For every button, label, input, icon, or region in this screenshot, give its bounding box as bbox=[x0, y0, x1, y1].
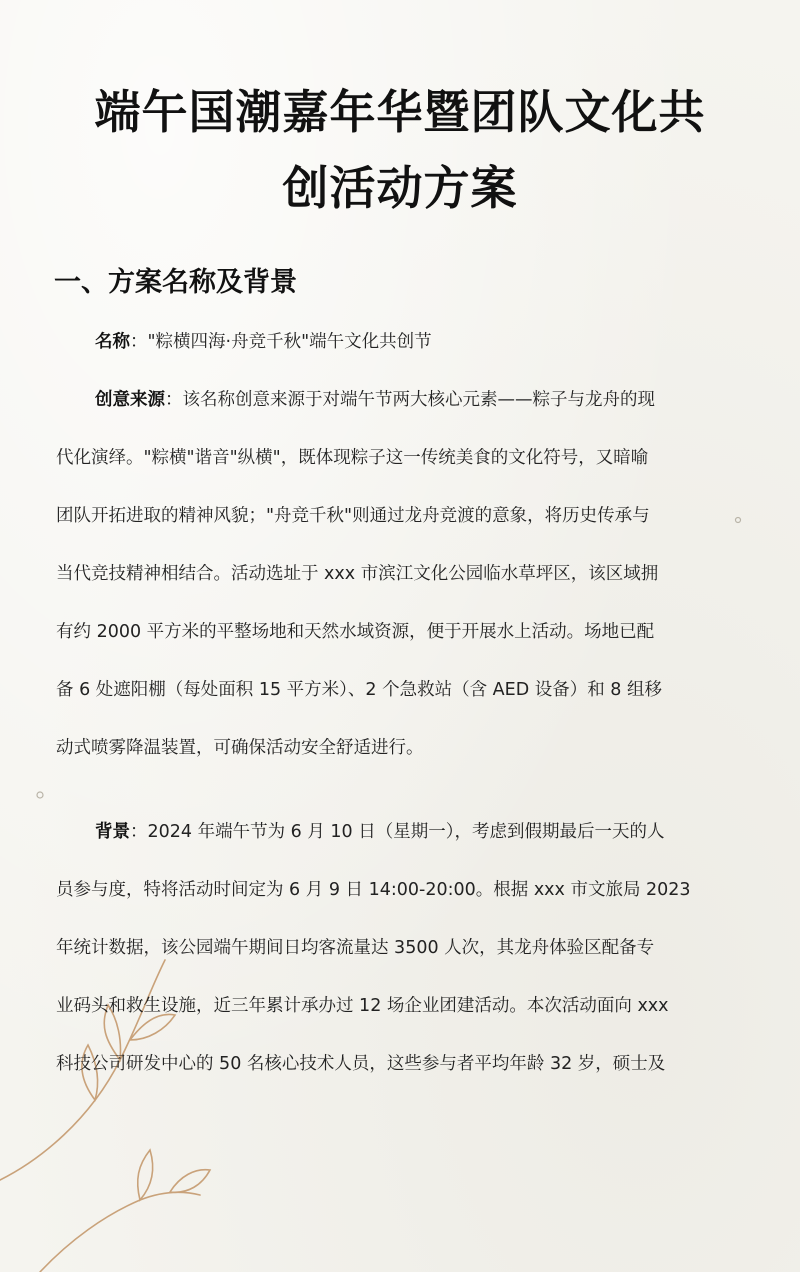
branch-upper-leaf-2 bbox=[130, 1014, 175, 1040]
background-paragraph-line: 科技公司研发中心的 50 名核心技术人员，这些参与者平均年龄 32 岁，硕士及 bbox=[56, 1054, 666, 1074]
origin-paragraph-line: 备 6 处遮阳棚（每处面积 15 平方米）、2 个急救站（含 AED 设备）和 8 组移 bbox=[56, 680, 662, 700]
name-text: ："粽横四海·舟竞千秋"端午文化共创节 bbox=[130, 332, 432, 352]
branch-lower-leaf bbox=[138, 1150, 153, 1200]
origin-paragraph-line: 动式喷雾降温装置，可确保活动安全舒适进行。 bbox=[56, 738, 424, 758]
branch-lower-leaf-2 bbox=[170, 1170, 210, 1193]
background-paragraph-line bbox=[95, 818, 665, 843]
origin-paragraph-line: 团队开拓进取的精神风貌；"舟竞千秋"则通过龙舟竞渡的意象，将历史传承与 bbox=[56, 506, 650, 526]
document-title-line1: 端午国潮嘉年华暨团队文化共 bbox=[94, 85, 706, 139]
decor-dot bbox=[736, 518, 741, 523]
origin-label: 创意来源 bbox=[95, 390, 165, 410]
section-heading: 一、方案名称及背景 bbox=[54, 267, 297, 298]
origin-paragraph-line: 当代竞技精神相结合。活动选址于 xxx 市滨江文化公园临水草坪区，该区域拥 bbox=[56, 564, 659, 584]
document-title-line2: 创活动方案 bbox=[282, 161, 518, 215]
background-label: 背景 bbox=[95, 822, 130, 842]
background-paragraph-line: 业码头和救生设施，近三年累计承办过 12 场企业团建活动。本次活动面向 xxx bbox=[56, 996, 669, 1016]
background-text: ：2024 年端午节为 6 月 10 日（星期一），考虑到假期最后一天的人 bbox=[130, 822, 665, 842]
origin-text: ：该名称创意来源于对端午节两大核心元素——粽子与龙舟的现 bbox=[165, 390, 655, 410]
origin-paragraph-line: 有约 2000 平方米的平整场地和天然水域资源，便于开展水上活动。场地已配 bbox=[56, 622, 655, 642]
origin-paragraph-line bbox=[95, 386, 655, 411]
background-paragraph-line: 年统计数据，该公园端午期间日均客流量达 3500 人次，其龙舟体验区配备专 bbox=[56, 938, 655, 958]
branch-stem-2 bbox=[40, 1192, 200, 1272]
decor-dot bbox=[37, 792, 43, 798]
origin-paragraph-line: 代化演绎。"粽横"谐音"纵横"，既体现粽子这一传统美食的文化符号，又暗喻 bbox=[56, 448, 649, 468]
name-label: 名称 bbox=[95, 332, 130, 352]
name-paragraph bbox=[95, 328, 432, 353]
background-paragraph-line: 员参与度，特将活动时间定为 6 月 9 日 14:00-20:00。根据 xxx 市文旅局 2023 bbox=[56, 880, 691, 900]
